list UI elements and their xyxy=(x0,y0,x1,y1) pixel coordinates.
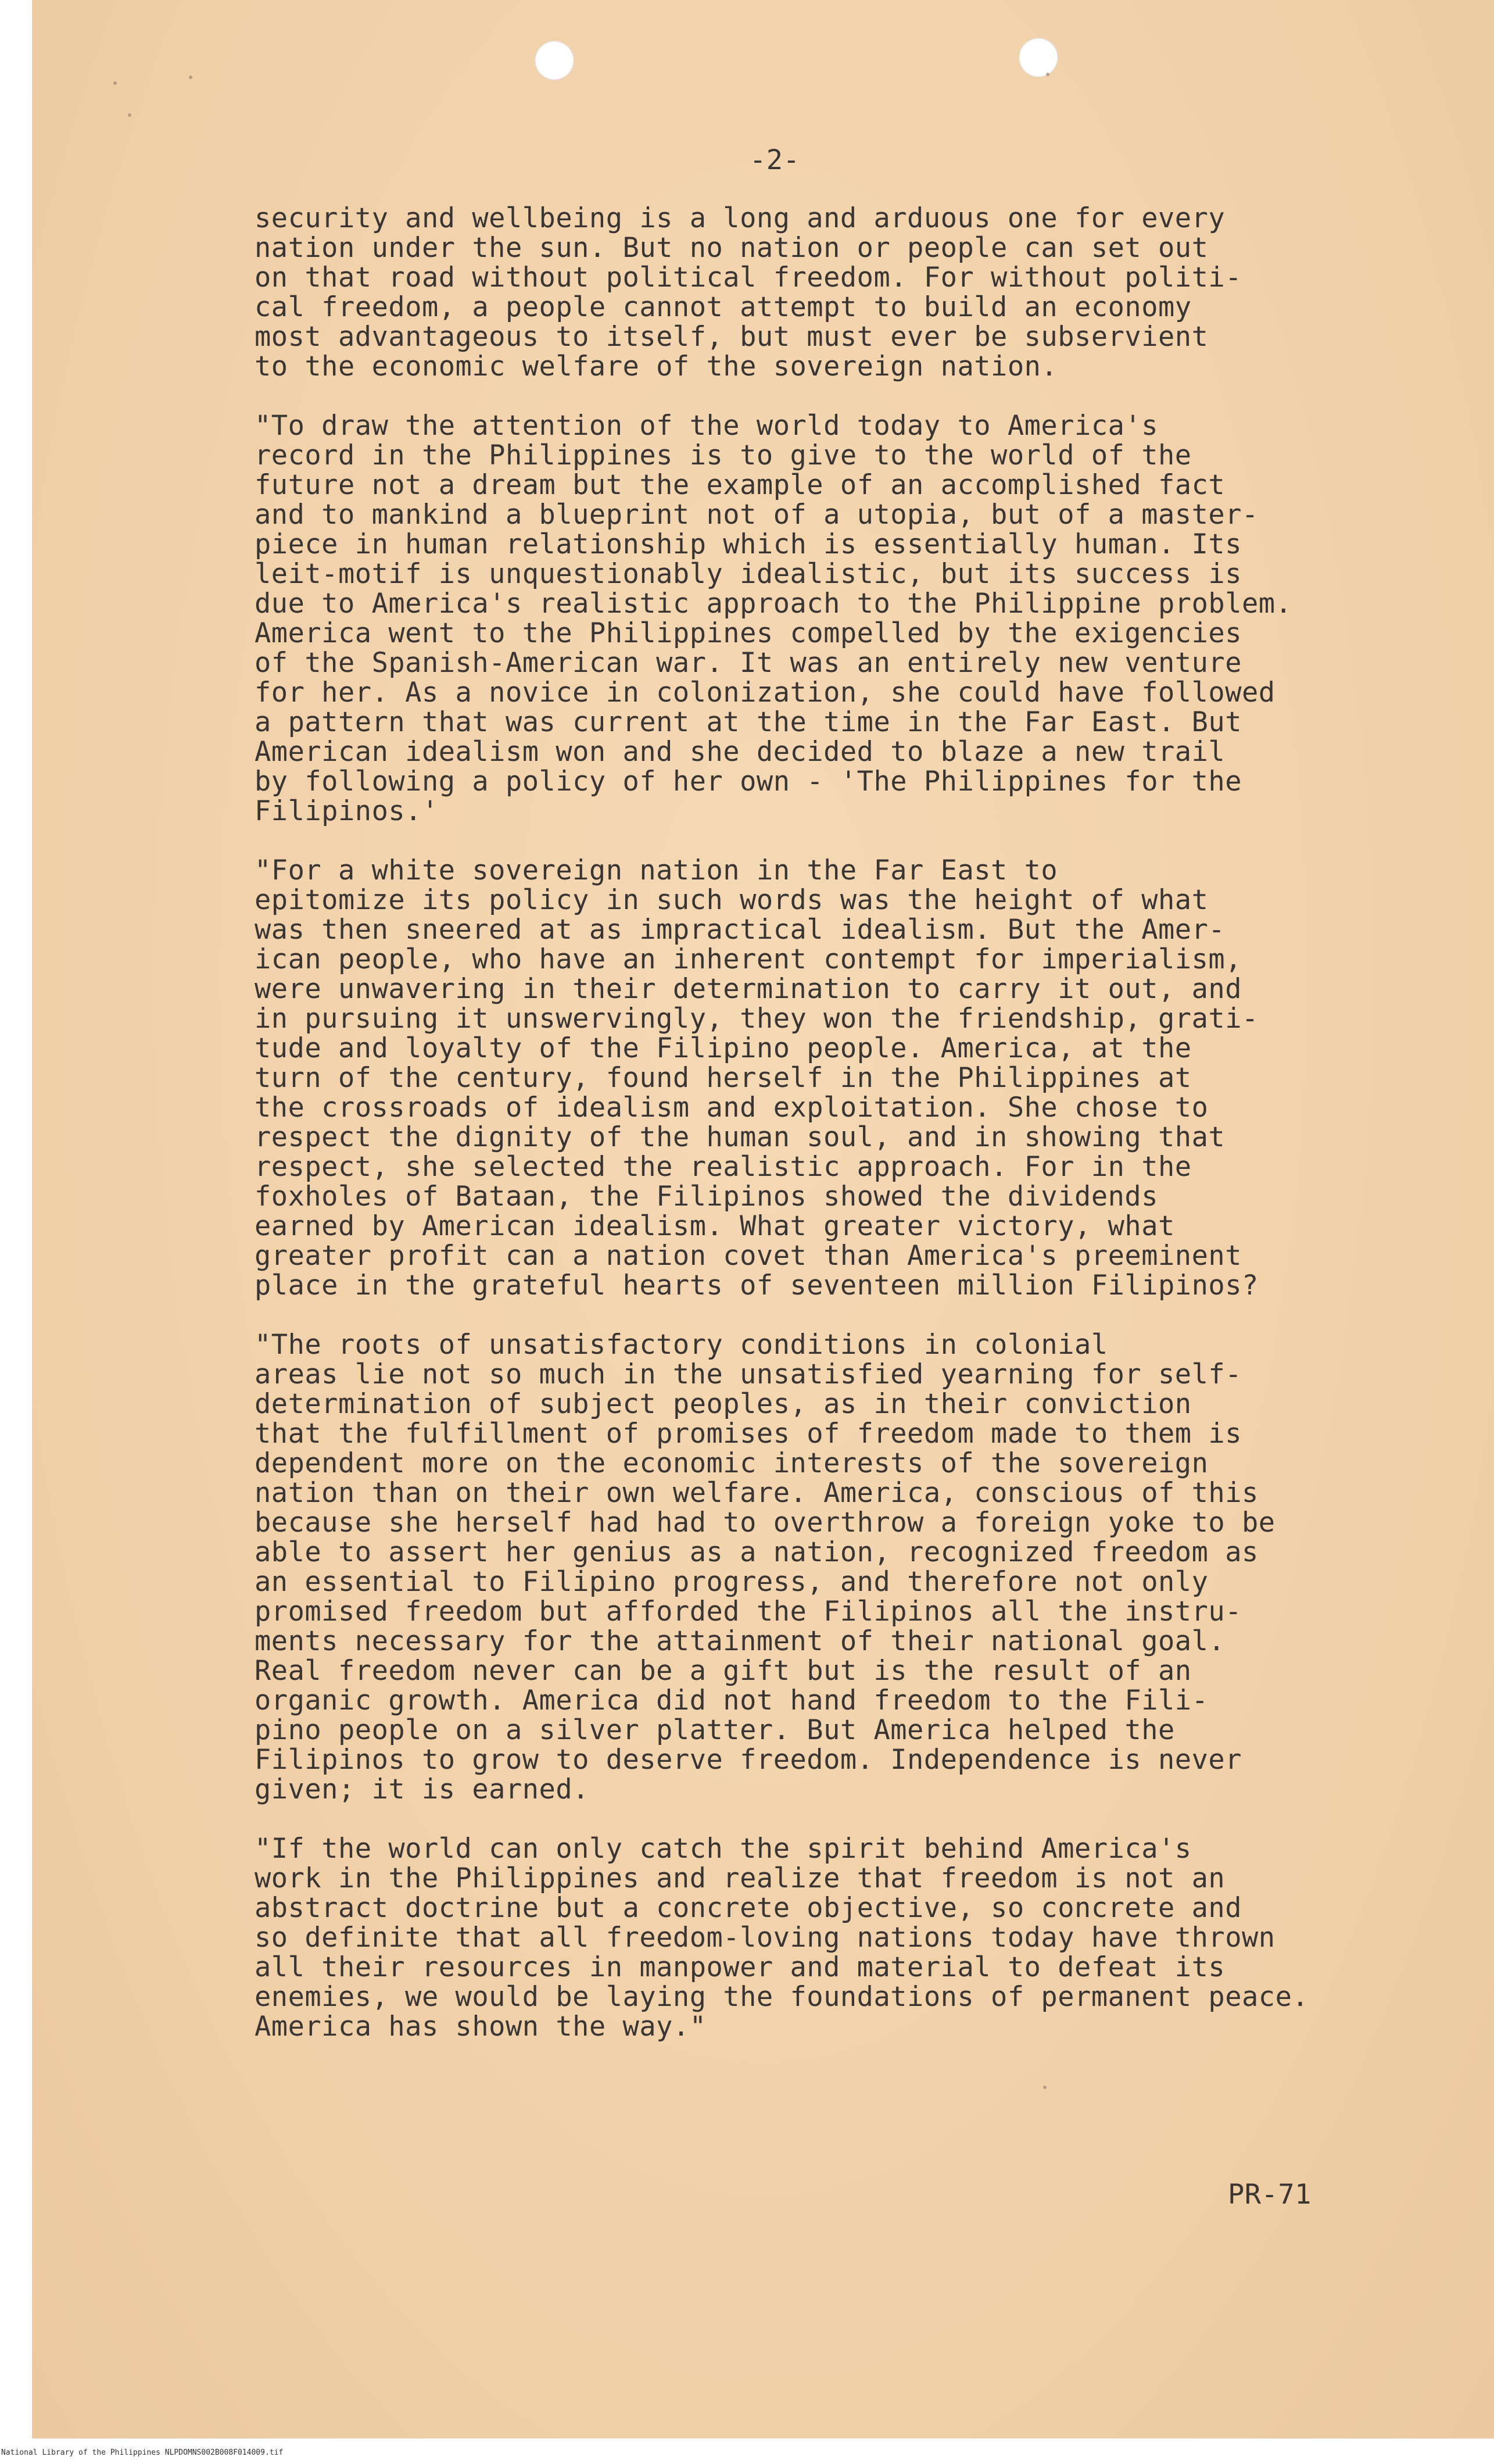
ink-smudge xyxy=(1043,2086,1047,2089)
paragraph: "For a white sovereign nation in the Far East to epitomize its policy in such words was the height of what was then sneered at as impractical idealism. But the Amer- ican people, who have an inherent contempt for imperialism, were unwavering in their determination to carry it out, and in pursuing it unswervingly, they won the friendship, grati- tude and loyalty of the Filipino people. America, at the turn of the century, found herself in the Philippines at the crossroads of idealism and exploitation. She chose to respect the dignity of the human soul, and in showing that respect, she selected the realistic approach. For in the foxholes of Bataan, the Filipinos showed the dividends earned by American idealism. What greater victory, what greater profit can a nation covet than America's preeminent place in the grateful hearts of seventeen million Filipinos? xyxy=(255,854,1259,1301)
ink-smudge xyxy=(128,113,131,117)
document-code: PR-71 xyxy=(1228,2179,1312,2211)
ink-smudge xyxy=(189,76,192,79)
punch-hole xyxy=(1019,38,1058,77)
ink-smudge xyxy=(1046,73,1049,76)
body-text xyxy=(255,203,1370,2071)
paragraph: "If the world can only catch the spirit behind America's work in the Philippines and realize that freedom is not an abstract doctrine but a concrete objective, so concrete and so definite that all freedom-loving nations today have thrown all their resources in manpower and material to defeat its enemies, we would be laying the foundations of permanent peace. America has shown the way." xyxy=(255,1833,1309,2043)
punch-hole xyxy=(535,41,574,80)
paragraph: "To draw the attention of the world today to America's record in the Philippines is to give to the world of the future not a dream but the example of an accomplished fact and to mankind a blueprint not of a utopia, but of a master- piece in human relationship which is essentially human. Its leit-motif is unquestionably idealistic, but its success is due to America's realistic approach to the Philippine problem. America went to the Philippines compelled by the exigencies of the Spanish-American war. It was an entirely new venture for her. As a novice in colonization, she could have followed a pattern that was current at the time in the Far East. But American idealism won and she decided to blaze a new trail by following a policy of her own - 'The Philippines for the Filipinos.' xyxy=(255,410,1292,827)
paragraph: security and wellbeing is a long and arduous one for every nation under the sun. But no nation or people can set out on that road without political freedom. For without politi- cal freedom, a people cannot attempt to build an economy most advantageous to itself, but must ever be subservient to the economic welfare of the sovereign nation. xyxy=(255,202,1242,382)
paragraph: "The roots of unsatisfactory conditions in colonial areas lie not so much in the unsatisfied yearning for self- determination of subject peoples, as in their conviction that the fulfillment of promises of freedom made to them is dependent more on the economic interests of the sovereign nation than on their own welfare. America, conscious of this because she herself had had to overthrow a foreign yoke to be able to assert her genius as a nation, recognized freedom as an essential to Filipino progress, and therefore not only promised freedom but afforded the Filipinos all the instru- ments necessary for the attainment of their national goal. Real freedom never can be a gift but is the result of an organic growth. America did not hand freedom to the Fili- pino people on a silver platter. But America helped the Filipinos to grow to deserve freedom. Independence is never given; it is earned. xyxy=(255,1329,1276,1805)
archive-label: National Library of the Philippines NLPDOMNS002B008F014009.tif xyxy=(1,2448,284,2457)
ink-smudge xyxy=(113,81,117,85)
page-number: -2- xyxy=(750,144,800,176)
